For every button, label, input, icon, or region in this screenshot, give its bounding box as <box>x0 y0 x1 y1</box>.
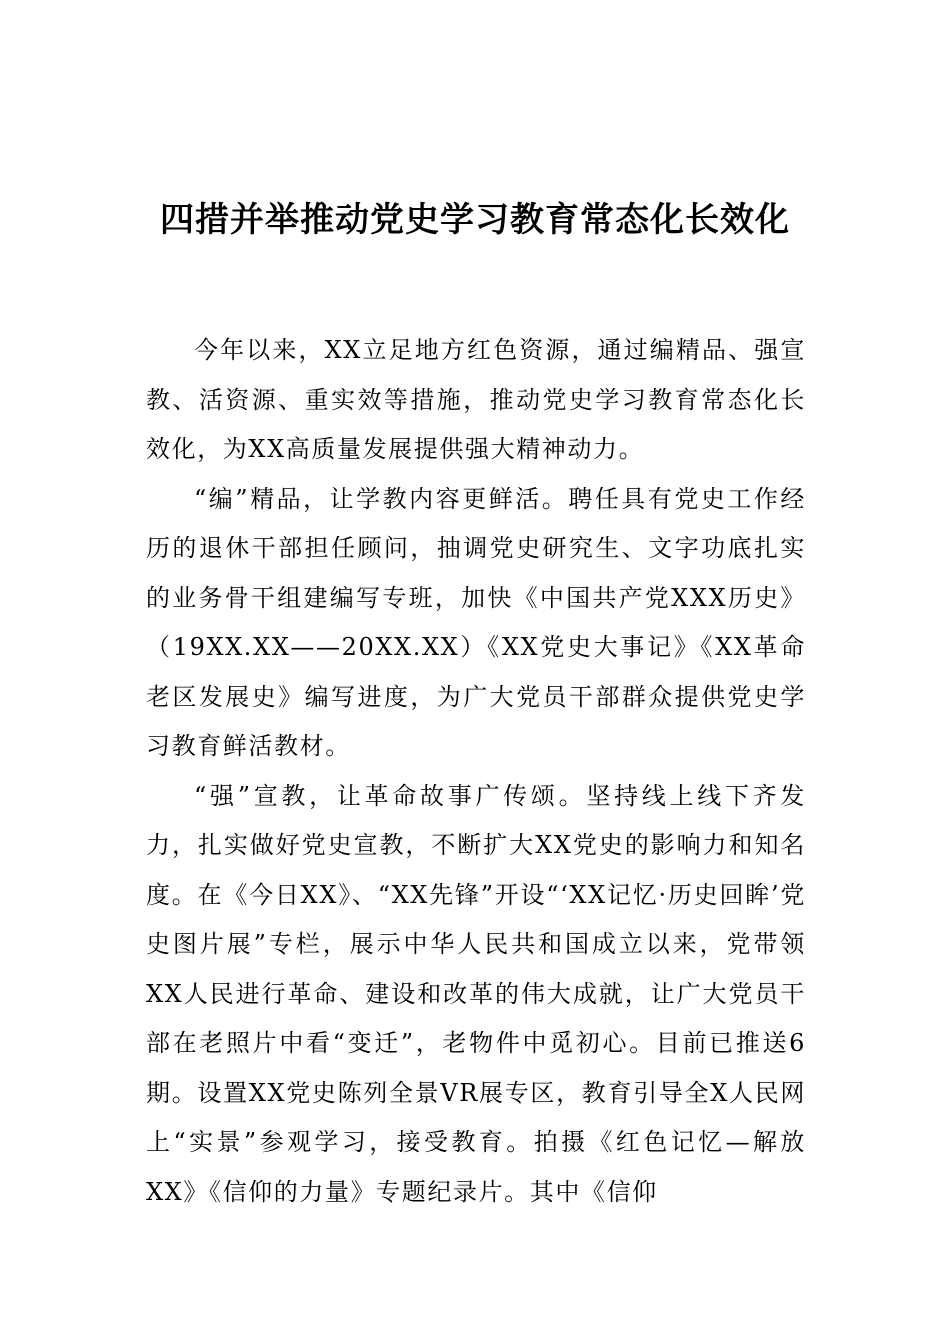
paragraph-publicity: “强”宣教，让革命故事广传颂。坚持线上线下齐发力，扎实做好党史宣教，不断扩大XX党史的影响力和知名度。在《今日XX》、“XX先锋”开设“‘XX记忆·历史回眸’党史图片展”专栏，展示中华人民共和国成立以来，党带领XX人民进行革命、建设和改革的伟大成就，让广大党员干部在老照片中看“变迁”，老物件中觅初心。目前已推送6期。设置XX党史陈列全景VR展专区，教育引导全X人民网上“实景”参观学习，接受教育。拍摄《红色记忆—解放XX》《信仰的力量》专题纪录片。其中《信仰 <box>146 781 806 1206</box>
paragraph-intro: 今年以来，XX立足地方红色资源，通过编精品、强宣教、活资源、重实效等措施，推动党史学习教育常态化长效化，为XX高质量发展提供强大精神动力。 <box>146 336 806 463</box>
document-body <box>146 326 806 1217</box>
paragraph-compile: “编”精品，让学教内容更鲜活。聘任具有党史工作经历的退休干部担任顾问，抽调党史研究生、文字功底扎实的业务骨干组建编写专班，加快《中国共产党XXX历史》（19XX.XX——20XX.XX）《XX党史大事记》《XX革命老区发展史》编写进度，为广大党员干部群众提供党史学习教育鲜活教材。 <box>146 484 806 760</box>
document-title: 四措并举推动党史学习教育常态化长效化 <box>160 200 790 240</box>
